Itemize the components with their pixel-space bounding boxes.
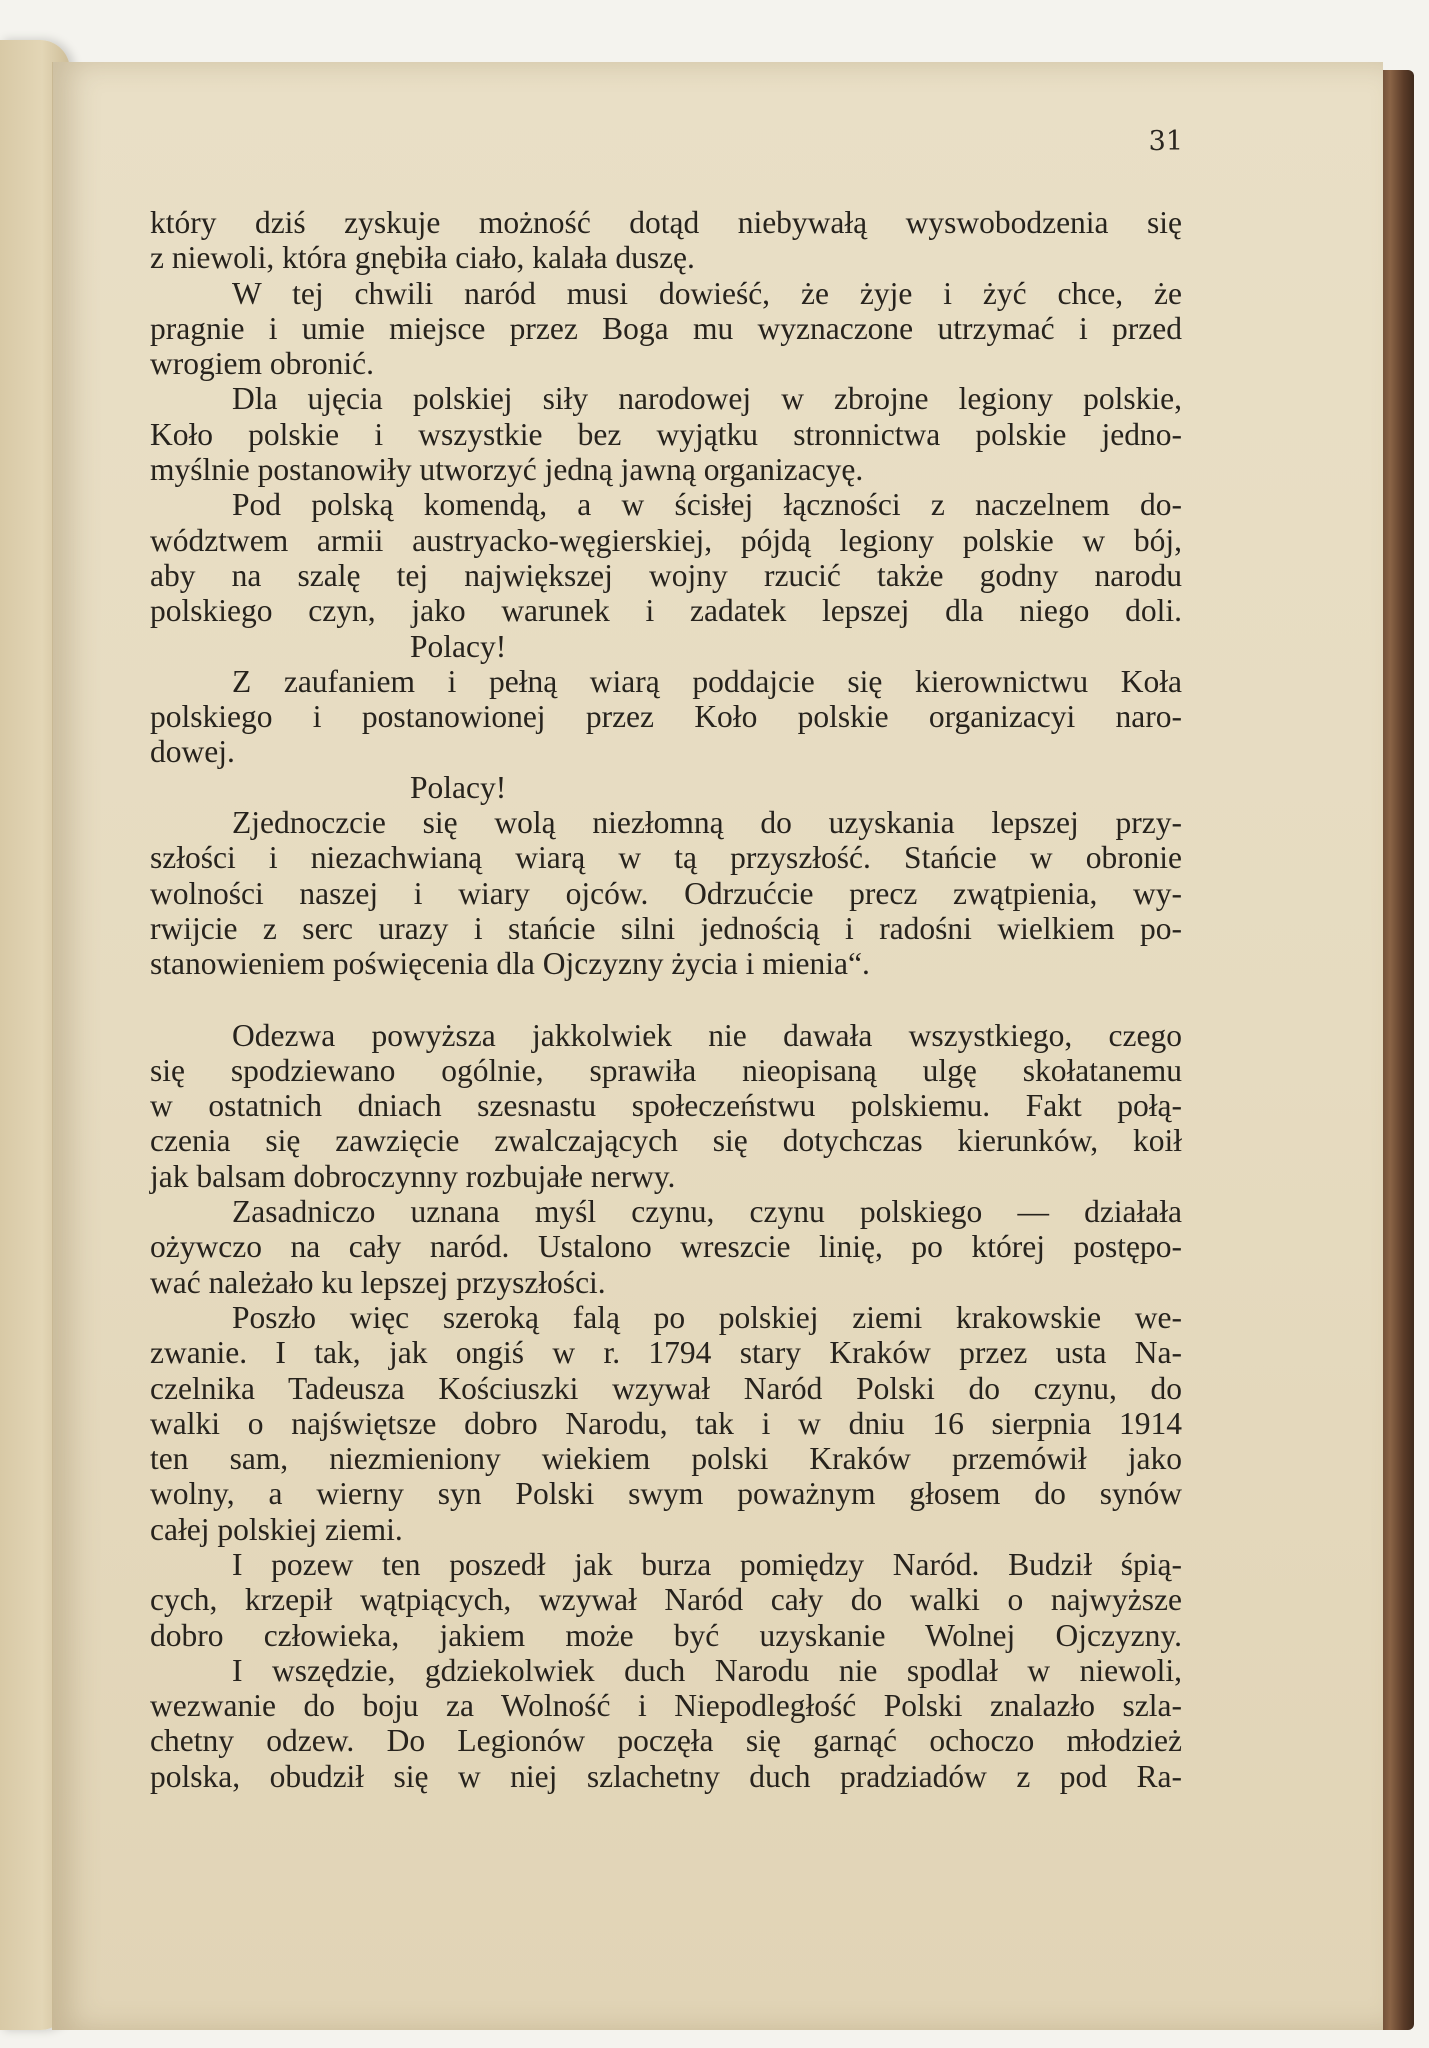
text-line: z niewoli, która gnębiła ciało, kalała duszę. <box>150 240 695 276</box>
text-line: stanowieniem poświęcenia dla Ojczyzny życia i mienia“. <box>150 946 870 982</box>
text-line: polskiego i postanowionej przez Koło polskie organizacyi naro- <box>150 699 1182 735</box>
text-line: ożywczo na cały naród. Ustalono wreszcie linię, po której postępo- <box>150 1229 1182 1265</box>
text-line: szłości i niezachwianą wiarą w tą przyszłość. Stańcie w obronie <box>150 840 1182 876</box>
text-line: całej polskiej ziemi. <box>150 1511 403 1547</box>
text-line: dowej. <box>150 734 235 770</box>
paragraph-gap <box>150 982 1182 1018</box>
text-line: Koło polskie i wszystkie bez wyjątku stronnictwa polskie jedno- <box>150 416 1182 452</box>
text-line: Poszło więc szeroką falą po polskiej ziemi krakowskie we- <box>232 1299 1182 1335</box>
text-line: Zasadniczo uznana myśl czynu, czynu polskiego — działała <box>232 1194 1182 1230</box>
text-line: W tej chwili naród musi dowieść, że żyje i żyć chce, że <box>232 275 1182 311</box>
text-line: rwijcie z serc urazy i stańcie silni jednością i radośni wielkiem po- <box>150 910 1182 946</box>
text-line: Odezwa powyższa jakkolwiek nie dawała wszystkiego, czego <box>232 1017 1182 1053</box>
text-line: wództwem armii austryacko-węgierskiej, pójdą legiony polskie w bój, <box>150 522 1182 558</box>
text-line: czenia się zawzięcie zwalczających się dotychczas kierunków, koił <box>150 1123 1182 1159</box>
text-line: wolności naszej i wiary ojców. Odrzućcie precz zwątpienia, wy- <box>150 875 1182 911</box>
text-line: wrogiem obronić. <box>150 346 374 382</box>
text-line: I wszędzie, gdziekolwiek duch Narodu nie spodlał w niewoli, <box>232 1652 1182 1688</box>
text-line: wezwanie do boju za Wolność i Niepodległość Polski znalazło szla- <box>150 1688 1182 1724</box>
text-line: czelnika Tadeusza Kościuszki wzywał Naród Polski do czynu, do <box>150 1370 1182 1406</box>
text-line: cych, krzepił wątpiących, wzywał Naród cały do walki o najwyższe <box>150 1582 1182 1618</box>
text-line: który dziś zyskuje możność dotąd niebywałą wyswobodzenia się <box>150 205 1182 240</box>
text-line: zwanie. I tak, jak ongiś w r. 1794 stary Kraków przez usta Na- <box>150 1335 1182 1371</box>
text-line: Pod polską komendą, a w ścisłej łączności z naczelnem do- <box>232 487 1182 523</box>
text-line: ten sam, niezmieniony wiekiem polski Kraków przemówił jako <box>150 1441 1182 1477</box>
text-line: walki o najświętsze dobro Narodu, tak i w dniu 16 sierpnia 1914 <box>150 1405 1182 1441</box>
page-number: 31 <box>1148 126 1183 157</box>
text-line: wać należało ku lepszej przyszłości. <box>150 1264 606 1300</box>
text-line: Dla ujęcia polskiej siły narodowej w zbrojne legiony polskie, <box>232 381 1182 417</box>
text-line: polska, obudził się w niej szlachetny duch pradziadów z pod Ra- <box>150 1758 1182 1794</box>
page-text <box>150 205 1182 1794</box>
text-line: w ostatnich dniach szesnastu społeczeństwu polskiemu. Fakt połą- <box>150 1088 1182 1124</box>
text-line: dobro człowieka, jakiem może być uzyskanie Wolnej Ojczyzny. <box>150 1617 1182 1653</box>
text-line: wolny, a wierny syn Polski swym poważnym głosem do synów <box>150 1476 1182 1512</box>
exclamation-heading: Polacy! <box>410 628 507 664</box>
text-line: Zjednoczcie się wolą niezłomną do uzyskania lepszej przy- <box>232 805 1182 841</box>
text-line: Z zaufaniem i pełną wiarą poddajcie się kierownictwu Koła <box>232 663 1182 699</box>
text-line: myślnie postanowiły utworzyć jedną jawną organizacyę. <box>150 452 864 488</box>
text-line: aby na szalę tej największej wojny rzucić także godny narodu <box>150 557 1182 593</box>
book-cover-spine <box>1380 70 1414 2030</box>
text-line: się spodziewano ogólnie, sprawiła nieopisaną ulgę skołatanemu <box>150 1052 1182 1088</box>
text-line: pragnie i umie miejsce przez Boga mu wyznaczone utrzymać i przed <box>150 310 1182 346</box>
text-line: I pozew ten poszedł jak burza pomiędzy Naród. Budził śpią- <box>232 1546 1182 1582</box>
text-line: polskiego czyn, jako warunek i zadatek lepszej dla niego doli. <box>150 593 1182 629</box>
exclamation-heading: Polacy! <box>410 769 507 805</box>
text-line: jak balsam dobroczynny rozbujałe nerwy. <box>150 1158 676 1194</box>
text-line: chetny odzew. Do Legionów poczęła się garnąć ochoczo młodzież <box>150 1723 1182 1759</box>
